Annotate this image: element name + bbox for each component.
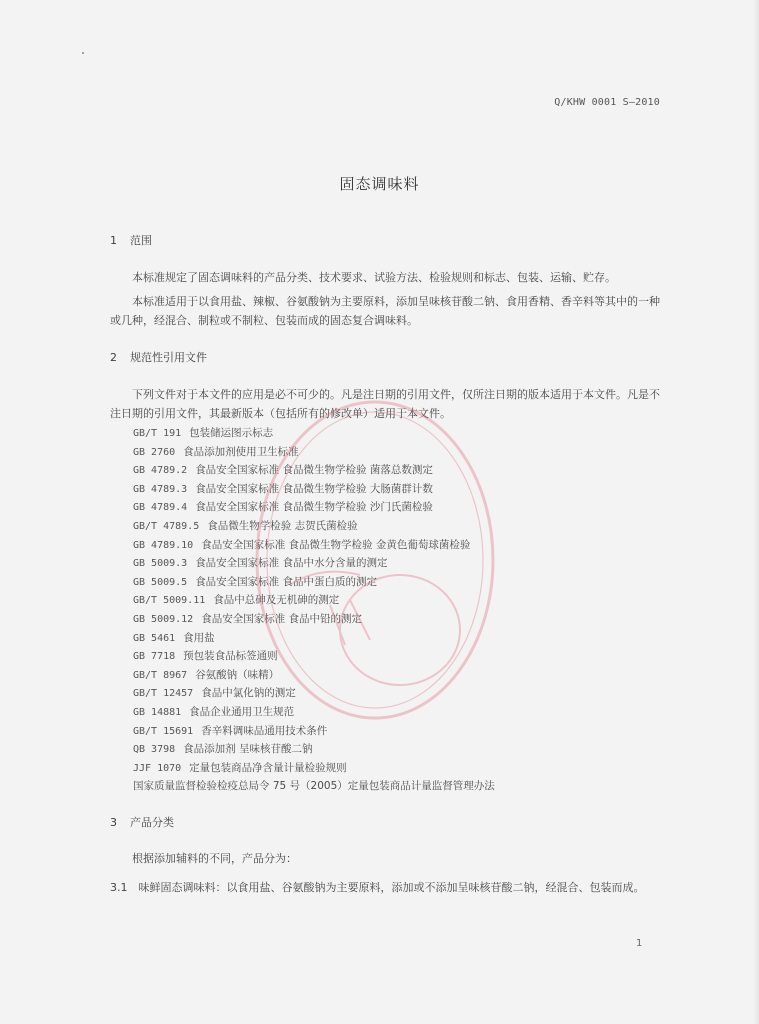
list-item: [133, 424, 495, 443]
reference-title: 食用盐: [183, 631, 215, 644]
list-item: [133, 443, 495, 462]
list-item: [133, 517, 495, 536]
page-edge-shadow: [753, 0, 759, 1024]
reference-code: GB 2760: [133, 446, 176, 458]
reference-code: GB 5009.12: [133, 613, 194, 625]
reference-code: GB 4789.10: [133, 539, 194, 551]
reference-code: GB/T 191: [133, 428, 182, 439]
list-item: [133, 461, 495, 480]
scope-paragraph-2: 本标准适用于以食用盐、辣椒、谷氨酸钠为主要原料，添加呈味核苷酸二钠、食用香精、香辛料等其中的一种或几种，经混合、制粒或不制粒、包装而成的固态复合调味料。: [110, 295, 660, 327]
reference-code: GB 7718: [133, 651, 176, 663]
reference-title: 食品安全国家标准 食品微生物学检验 金黄色葡萄球菌检验: [201, 538, 471, 551]
list-item: [133, 591, 495, 610]
section-2-heading: [110, 349, 207, 365]
section-title: 产品分类: [130, 816, 174, 829]
reference-code: GB/T 4789.5: [133, 520, 200, 532]
list-item: [133, 703, 495, 722]
reference-title: 香辛料调味品通用技术条件: [201, 724, 328, 737]
document-code: Q/KHW 0001 S—2010: [554, 97, 660, 108]
reference-code: GB/T 5009.11: [133, 595, 206, 607]
reference-code: GB 4789.4: [133, 502, 188, 514]
normative-intro: 下列文件对于本文件的应用是必不可少的。凡是注日期的引用文件，仅所注日期的版本适用于本文件。凡是不注日期的引用文件，其最新版本（包括所有的修改单）适用于本文件。: [110, 388, 660, 420]
list-item: [133, 573, 495, 592]
reference-code: GB/T 12457: [133, 688, 194, 700]
reference-code: JJF 1070: [133, 762, 182, 774]
reference-title: 食品安全国家标准 食品微生物学检验 大肠菌群计数: [195, 482, 433, 495]
section-title: 规范性引用文件: [130, 351, 207, 364]
list-item: [133, 629, 495, 648]
classification-intro: 根据添加辅料的不同，产品分为：: [132, 852, 297, 865]
scope-paragraph-1: 本标准规定了固态调味料的产品分类、技术要求、试验方法、检验规则和标志、包装、运输、贮存。: [132, 271, 616, 284]
reference-title: 食品微生物学检验 志贺氏菌检验: [207, 519, 358, 532]
reference-title: 食品安全国家标准 食品微生物学检验 沙门氏菌检验: [195, 501, 433, 514]
reference-code: GB 14881: [133, 706, 182, 718]
section-number: 3: [110, 816, 117, 829]
reference-title: 包装储运图示标志: [189, 427, 274, 439]
list-item: [133, 777, 495, 796]
list-item: [133, 498, 495, 517]
list-item: [133, 740, 495, 759]
classification-item-3-1: 3.1 味鲜固态调味料：以食用盐、谷氨酸钠为主要原料，添加或不添加呈味核苷酸二钠，经混合、包装而成。: [110, 881, 645, 894]
reference-title: 食品中氯化钠的测定: [201, 687, 296, 700]
reference-title: 食品添加剂 呈味核苷酸二钠: [183, 743, 313, 756]
list-item: [133, 684, 495, 703]
scan-speck: [82, 52, 84, 54]
list-item: [133, 554, 495, 573]
reference-code: GB 4789.2: [133, 465, 188, 477]
reference-title: 食品安全国家标准 食品中蛋白质的测定: [195, 575, 378, 588]
reference-title: 国家质量监督检验检疫总局令 75 号（2005）定量包装商品计量监督管理办法: [133, 780, 495, 793]
reference-title: 食品安全国家标准 食品中铅的测定: [201, 612, 363, 625]
list-item: [133, 480, 495, 499]
reference-code: GB/T 15691: [133, 725, 194, 737]
reference-code: GB 5461: [133, 632, 176, 644]
reference-code: GB/T 8967: [133, 669, 188, 681]
reference-title: 食品安全国家标准 食品中水分含量的测定: [195, 557, 388, 570]
reference-title: 食品中总砷及无机砷的测定: [213, 594, 340, 607]
list-item: [133, 536, 495, 555]
reference-code: GB 5009.3: [133, 558, 188, 570]
reference-code: GB 4789.3: [133, 483, 188, 495]
section-1-heading: [110, 232, 152, 248]
reference-title: 定量包装商品净含量计量检验规则: [189, 761, 347, 774]
reference-title: 谷氨酸钠（味精）: [195, 668, 280, 681]
reference-title: 食品添加剂使用卫生标准: [183, 445, 299, 458]
list-item: [133, 759, 495, 778]
section-title: 范围: [130, 234, 152, 247]
reference-title: 预包装食品标签通则: [183, 650, 278, 663]
list-item: [133, 666, 495, 685]
document-title: 固态调味料: [339, 175, 420, 193]
reference-title: 食品安全国家标准 食品微生物学检验 菌落总数测定: [195, 464, 433, 477]
section-number: 2: [110, 351, 117, 364]
section-number: 1: [110, 234, 117, 247]
reference-title: 食品企业通用卫生规范: [189, 705, 295, 718]
list-item: [133, 722, 495, 741]
list-item: [133, 610, 495, 629]
page-number: 1: [636, 938, 643, 949]
reference-code: QB 3798: [133, 744, 176, 756]
reference-list: [133, 424, 495, 796]
reference-code: GB 5009.5: [133, 576, 188, 588]
list-item: [133, 647, 495, 666]
section-3-heading: [110, 814, 174, 830]
